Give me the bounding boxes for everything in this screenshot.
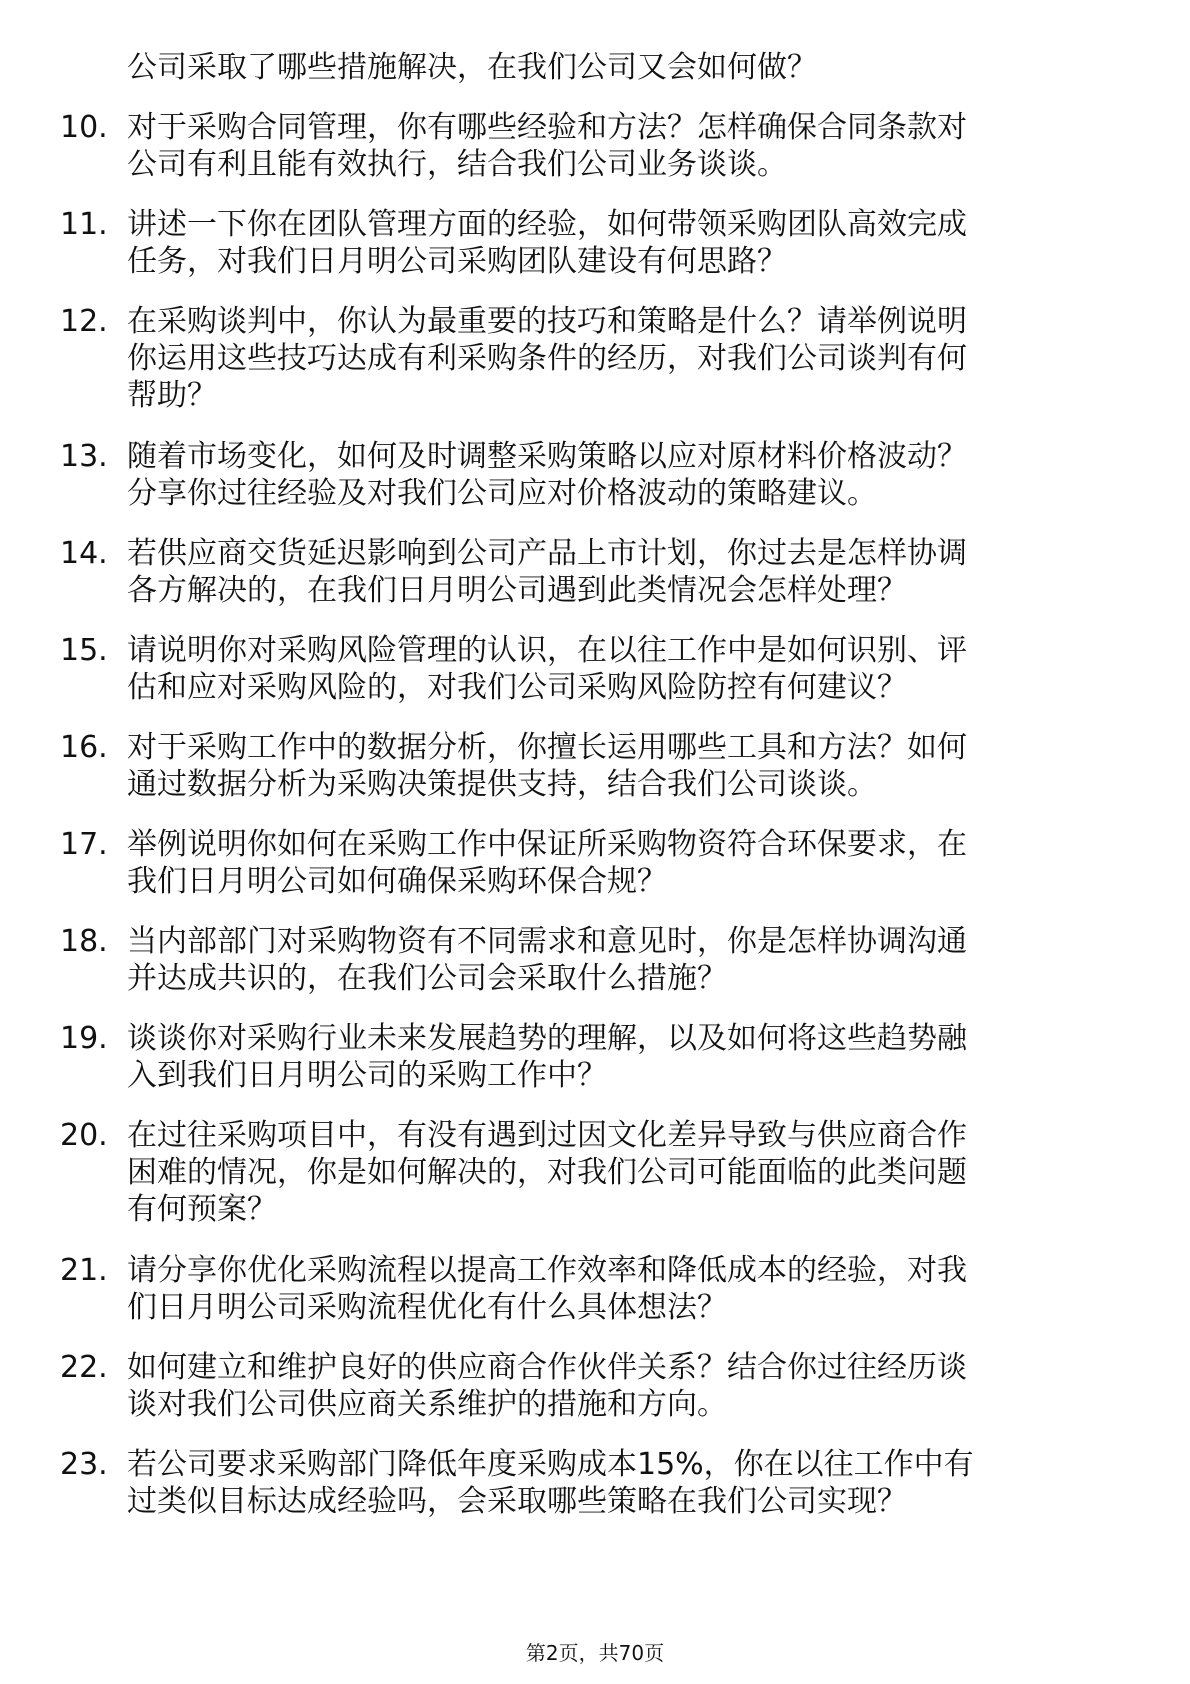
page-footer: 第2页，共70页 [525,1641,665,1665]
item-number: 22. [60,1350,108,1385]
item-number: 12. [60,304,108,339]
item-number: 15. [60,633,108,668]
item-number: 10. [60,110,108,145]
item-number: 18. [60,924,108,959]
item-number: 20. [60,1118,108,1153]
item-text: 对于采购合同管理，你有哪些经验和方法？怎样确保合同条款对 公司有利且能有效执行，结合我们公司业务谈谈。 [127,110,967,182]
item-number: 11. [60,207,108,242]
item-text: 如何建立和维护良好的供应商合作伙伴关系？结合你过往经历谈 谈对我们公司供应商关系维护的措施和方向。 [127,1350,967,1422]
item-text: 当内部部门对采购物资有不同需求和意见时，你是怎样协调沟通 并达成共识的，在我们公司会采取什么措施？ [127,924,967,996]
item-number: 13. [60,439,108,474]
item-number: 14. [60,536,108,571]
item-text: 若公司要求采购部门降低年度采购成本15%，你在以往工作中有 过类似目标达成经验吗，会采取哪些策略在我们公司实现？ [127,1447,974,1519]
item-text: 随着市场变化，如何及时调整采购策略以应对原材料价格波动？ 分享你过往经验及对我们公司应对价格波动的策略建议。 [127,439,967,511]
item-text: 请说明你对采购风险管理的认识，在以往工作中是如何识别、评 估和应对采购风险的，对我们公司采购风险防控有何建议？ [127,633,967,705]
item-number: 19. [60,1021,108,1056]
item-text: 讲述一下你在团队管理方面的经验，如何带领采购团队高效完成 任务，对我们日月明公司采购团队建设有何思路？ [127,207,967,279]
item-text: 若供应商交货延迟影响到公司产品上市计划，你过去是怎样协调 各方解决的，在我们日月明公司遇到此类情况会怎样处理？ [127,536,967,608]
item-text: 对于采购工作中的数据分析，你擅长运用哪些工具和方法？如何 通过数据分析为采购决策提供支持，结合我们公司谈谈。 [127,730,967,802]
item-number: 21. [60,1253,108,1288]
item-number: 16. [60,730,108,765]
item-text: 公司采取了哪些措施解决，在我们公司又会如何做？ [127,50,817,85]
item-text: 谈谈你对采购行业未来发展趋势的理解，以及如何将这些趋势融 入到我们日月明公司的采购工作中？ [127,1021,967,1093]
item-number: 17. [60,827,108,862]
item-number: 23. [60,1447,108,1482]
item-text: 举例说明你如何在采购工作中保证所采购物资符合环保要求，在 我们日月明公司如何确保采购环保合规？ [127,827,967,899]
item-text: 请分享你优化采购流程以提高工作效率和降低成本的经验，对我 们日月明公司采购流程优化有什么具体想法？ [127,1253,967,1325]
item-text: 在过往采购项目中，有没有遇到过因文化差异导致与供应商合作 困难的情况，你是如何解决的，对我们公司可能面临的此类问题 有何预案？ [127,1118,967,1227]
item-text: 在采购谈判中，你认为最重要的技巧和策略是什么？请举例说明 你运用这些技巧达成有利采购条件的经历，对我们公司谈判有何 帮助？ [127,304,967,413]
